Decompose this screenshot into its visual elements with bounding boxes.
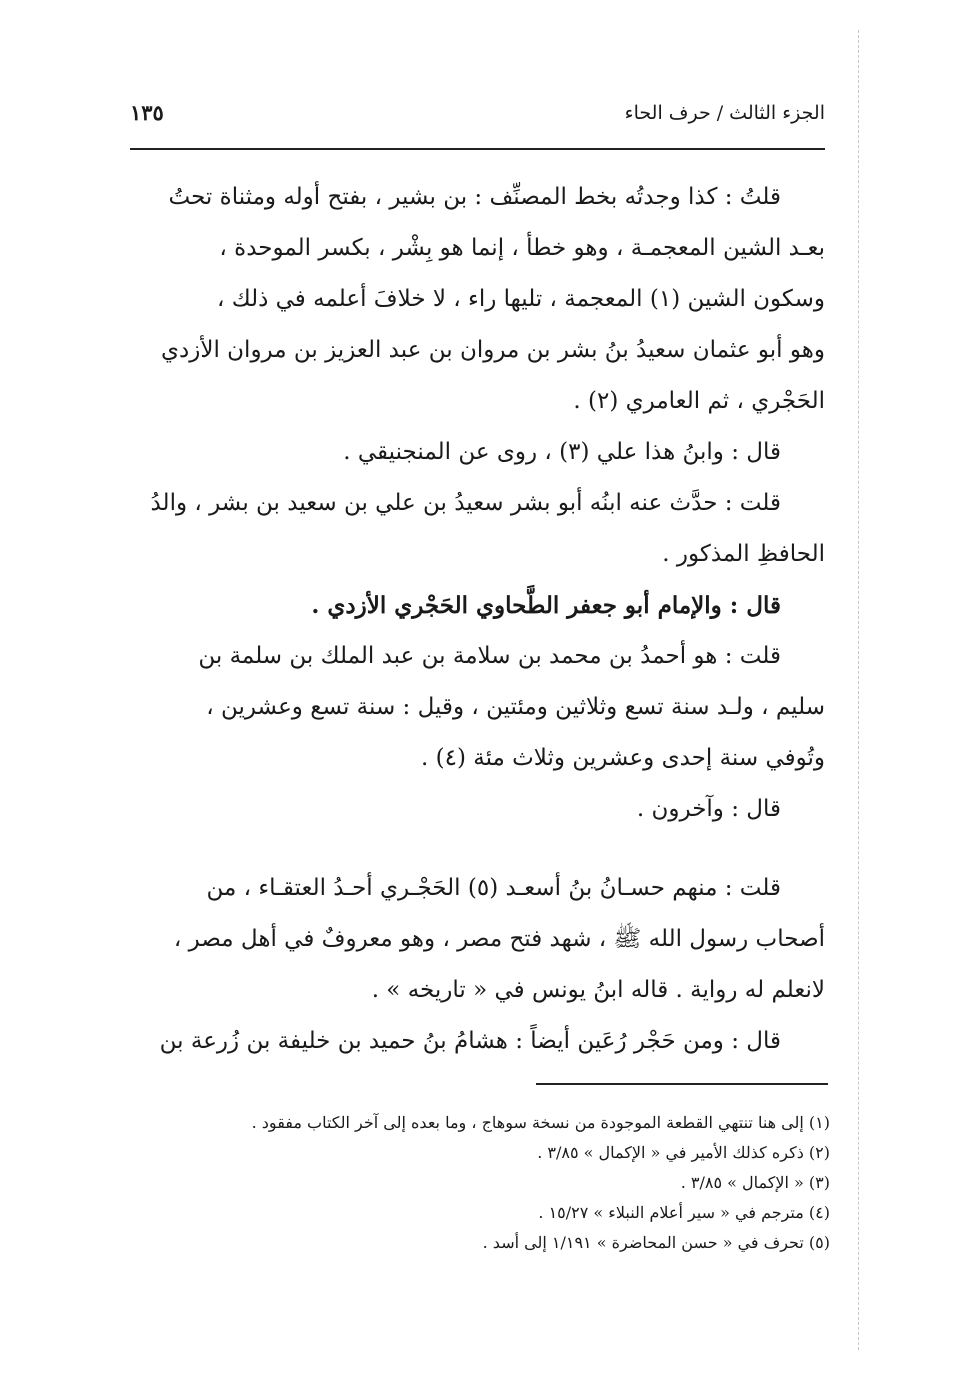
text-line: قلت : هو أحمدُ بن محمد بن سلامة بن عبد الملك بن سلمة بن xyxy=(198,643,781,669)
footnote: (٤) مترجم في « سير أعلام النبلاء » ١٥/٢٧ . xyxy=(538,1203,830,1222)
footnote: (٣) « الإكمال » ٣/٨٥ . xyxy=(680,1173,830,1192)
text-line: قلت : منهم حسـانُ بنُ أسعـد (٥) الحَجْـري أحـدُ العتقـاء ، من xyxy=(206,875,781,901)
footnote: (٢) ذكره كذلك الأمير في « الإكمال » ٣/٨٥ . xyxy=(537,1143,830,1162)
text-line: قال : وآخرون . xyxy=(636,796,781,822)
page-number: ١٣٥ xyxy=(130,100,164,125)
running-header-title: الجزء الثالث / حرف الحاء xyxy=(624,102,825,124)
paragraph-gap xyxy=(130,835,825,863)
footnote: (٥) تحرف في « حسن المحاضرة » ١/١٩١ إلى أسد . xyxy=(482,1233,830,1252)
text-line: وتُوفي سنة إحدى وعشرين وثلاث مئة (٤) . xyxy=(420,745,825,771)
text-line: قال : وابنُ هذا علي (٣) ، روى عن المنجنيقي . xyxy=(343,439,781,465)
header-divider xyxy=(130,148,825,150)
main-text xyxy=(130,172,825,1067)
text-line: أصحاب رسول الله ﷺ ، شهد فتح مصر ، وهو معروفٌ في أهل مصر ، xyxy=(173,926,825,952)
text-line: لانعلم له رواية . قاله ابنُ يونس في « تاريخه » . xyxy=(371,977,825,1003)
footnotes xyxy=(150,1108,830,1258)
text-line: قلت : حدَّث عنه ابنُه أبو بشر سعيدُ بن علي بن سعيد بن بشر ، والدُ xyxy=(150,490,781,516)
text-line: الحافظِ المذكور . xyxy=(662,541,825,567)
text-line: بعـد الشين المعجمـة ، وهو خطأ ، إنما هو بِشْر ، بكسر الموحدة ، xyxy=(219,235,825,261)
running-header xyxy=(130,98,825,138)
text-line: وسكون الشين (١) المعجمة ، تليها راء ، لا خلافَ أعلمه في ذلك ، xyxy=(216,286,825,312)
footnote-divider xyxy=(536,1083,828,1085)
text-line: سليم ، ولـد سنة تسع وثلاثين ومئتين ، وقيل : سنة تسع وعشرين ، xyxy=(206,694,825,720)
footnote: (١) إلى هنا تنتهي القطعة الموجودة من نسخة سوهاج ، وما بعده إلى آخر الكتاب مفقود . xyxy=(251,1113,830,1132)
text-line: قلتُ : كذا وجدتُه بخط المصنِّف : بن بشير ، بفتح أوله ومثناة تحتُ xyxy=(168,184,781,210)
text-line: قال : ومن حَجْر رُعَين أيضاً : هشامُ بنُ حميد بن خليفة بن زُرعة بن xyxy=(159,1028,781,1054)
scan-edge-line xyxy=(858,30,859,1350)
text-line: الحَجْري ، ثم العامري (٢) . xyxy=(573,388,825,414)
text-line: قال : والإمام أبو جعفر الطَّحاوي الحَجْري الأزدي . xyxy=(311,592,781,619)
text-line: وهو أبو عثمان سعيدُ بنُ بشر بن مروان بن عبد العزيز بن مروان الأزدي xyxy=(161,337,825,363)
